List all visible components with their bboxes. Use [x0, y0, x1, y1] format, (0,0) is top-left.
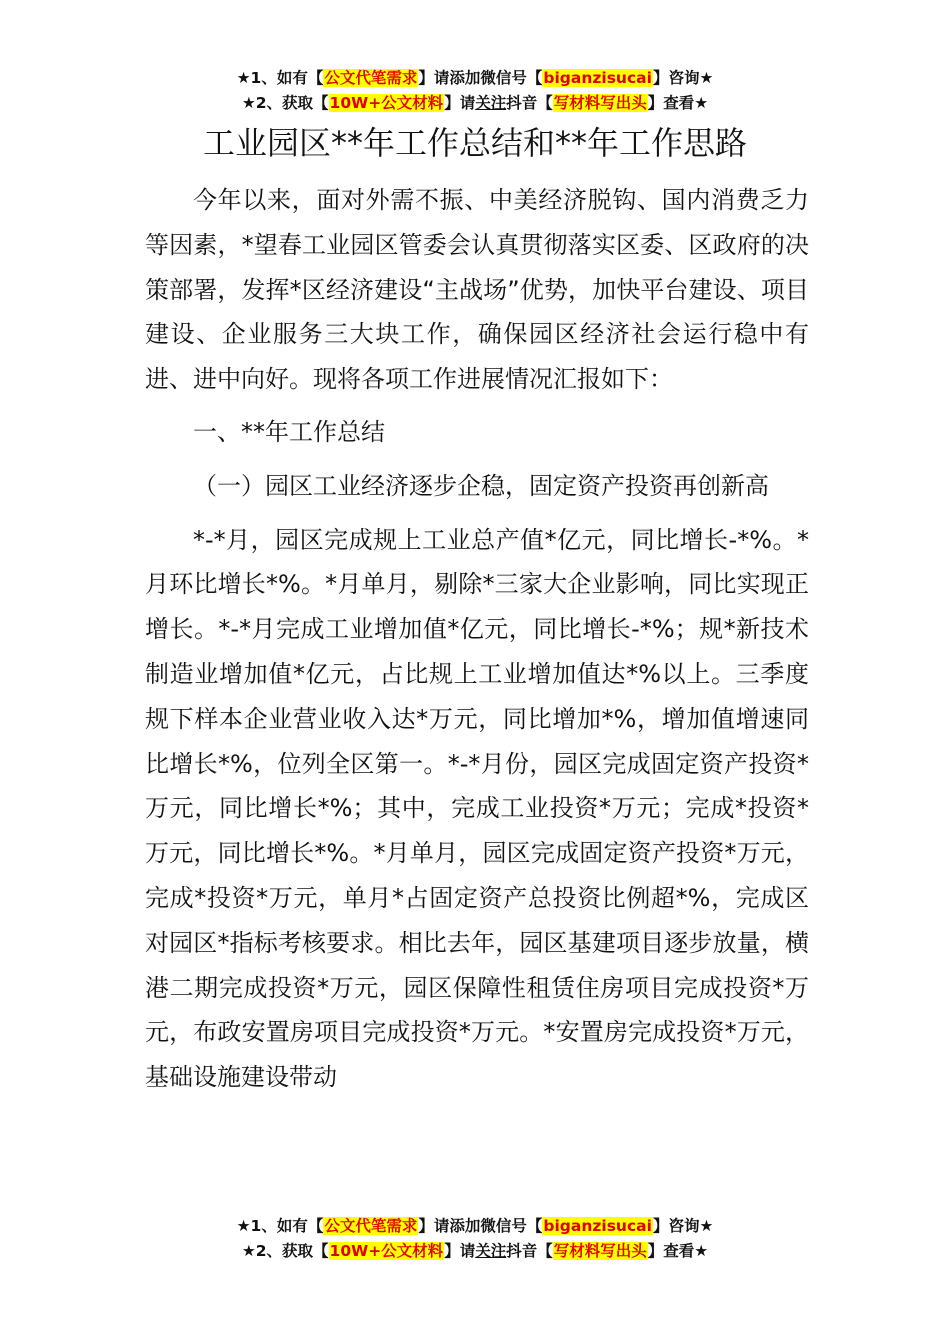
highlight-douyin-account: 写材料写出头 [553, 94, 647, 112]
highlight-wechat-id: biganzisucai [543, 1217, 652, 1235]
document-body [145, 178, 809, 1100]
highlight-wechat-id: biganzisucai [543, 69, 652, 87]
highlight-douyin-account: 写材料写出头 [553, 1242, 647, 1260]
highlight-materials: 10W+公文材料 [329, 1242, 444, 1260]
underlined-follow: 关注 [475, 1242, 507, 1260]
highlight-materials: 10W+公文材料 [329, 94, 444, 112]
banner-line-1: ★1、如有【公文代笔需求】请添加微信号【biganzisucai】咨询★ [236, 1217, 714, 1235]
underlined-follow: 关注 [475, 94, 507, 112]
footer-ad-banner [0, 1214, 950, 1264]
document-title: 工业园区**年工作总结和**年工作思路 [202, 124, 747, 162]
banner-line-2: ★2、获取【10W+公文材料】请关注抖音【写材料写出头】查看★ [241, 1242, 709, 1260]
intro-paragraph: 今年以来，面对外需不振、中美经济脱钩、国内消费乏力等因素，*望春工业园区管委会认真贯彻落实区委、区政府的决策部署，发挥*区经济建设“主战场”优势，加快平台建设、项目建设、企业服务三大块工作，确保园区经济社会运行稳中有进、进中向好。现将各项工作进展情况汇报如下： [145, 186, 809, 394]
highlight-service: 公文代笔需求 [324, 69, 418, 87]
subsection-body-paragraph: *-*月，园区完成规上工业总产值*亿元，同比增长-*%。*月环比增长*%。*月单月，剔除*三家大企业影响，同比实现正增长。*-*月完成工业增加值*亿元，同比增长-*%；规*新技术制造业增加值*亿元，占比规上工业增加值达*%以上。三季度规下样本企业营业收入达*万元，同比增加*%，增加值增速同比增长*%，位列全区第一。*-*月份，园区完成固定资产投资*万元，同比增长*%；其中，完成工业投资*万元；完成*投资*万元，同比增长*%。*月单月，园区完成固定资产投资*万元，完成*投资*万元，单月*占固定资产总投资比例超*%，完成区对园区*指标考核要求。相比去年，园区基建项目逐步放量，横港二期完成投资*万元，园区保障性租赁住房项目完成投资*万元，布政安置房项目完成投资*万元。*安置房完成投资*万元，基础设施建设带动 [145, 525, 809, 1092]
highlight-service: 公文代笔需求 [324, 1217, 418, 1235]
banner-line-2: ★2、获取【10W+公文材料】请关注抖音【写材料写出头】查看★ [241, 94, 709, 112]
banner-line-1: ★1、如有【公文代笔需求】请添加微信号【biganzisucai】咨询★ [236, 69, 714, 87]
subsection-heading: （一）园区工业经济逐步企稳，固定资产投资再创新高 [193, 471, 769, 500]
header-ad-banner [0, 66, 950, 116]
section-heading: 一、**年工作总结 [193, 417, 385, 446]
